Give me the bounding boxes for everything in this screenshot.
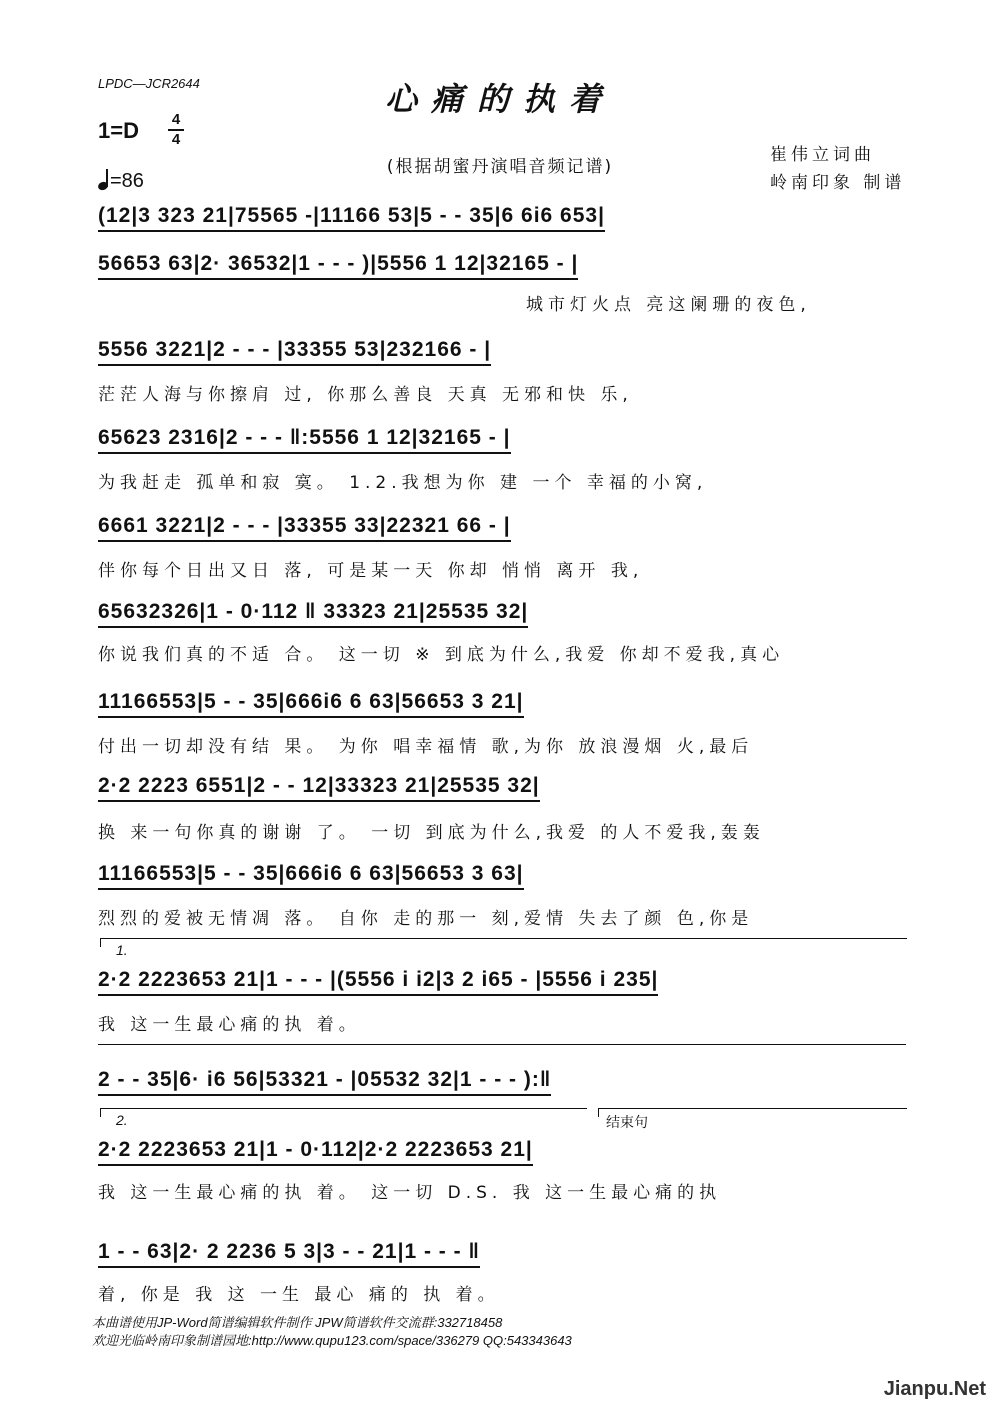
lyricist-composer-credit: 崔伟立词曲 <box>770 145 875 165</box>
score-system-5 <box>98 510 906 542</box>
volta-1-bracket <box>100 938 907 947</box>
notation-line: 65632326|1 - 0·112 ‖ 33323 21|25535 32| <box>98 600 528 628</box>
score-system-2 <box>98 248 906 280</box>
score-system-13 <box>98 1236 906 1268</box>
notation-line: 2·2 2223653 21|1 - - - |(5556 i i2|3 2 i65 - |5556 i 235| <box>98 968 658 996</box>
score-system-6 <box>98 596 906 628</box>
score-system-7 <box>98 686 906 718</box>
lyric-line-3: 茫茫人海与你擦肩 过, 你那么善良 天真 无邪和快 乐, <box>98 385 633 405</box>
notation-line: 65623 2316|2 - - - ‖:5556 1 12|32165 - | <box>98 426 511 454</box>
subtitle: (根据胡蜜丹演唱音频记谱) <box>386 157 614 177</box>
score-system-3 <box>98 334 906 366</box>
notation-line: (12|3 323 21|75565 -|11166 53|5 - - 35|6 6i6 653| <box>98 204 605 232</box>
watermark: Jianpu.Net <box>883 1378 986 1400</box>
notation-line: 1 - - 63|2· 2 2236 5 3|3 - - 21|1 - - - ‖ <box>98 1240 480 1268</box>
meter-top: 4 <box>171 111 181 128</box>
score-system-9 <box>98 858 906 890</box>
time-signature <box>168 112 184 148</box>
meter-bottom: 4 <box>171 131 181 148</box>
volta-2-bracket <box>100 1108 587 1117</box>
notation-line: 2·2 2223653 21|1 - 0·112|2·2 2223653 21| <box>98 1138 533 1166</box>
notation-line: 56653 63|2· 36532|1 - - - )|5556 1 12|32165 - | <box>98 252 578 280</box>
score-system-8 <box>98 770 906 802</box>
volta-1-label: 1. <box>116 942 128 958</box>
score-system-1 <box>98 200 906 232</box>
lyric-line-6: 你说我们真的不适 合。 这一切 ※ 到底为什么,我爱 你却不爱我,真心 <box>98 645 785 665</box>
ending-label: 结束句 <box>606 1114 648 1130</box>
staff-separator <box>98 1044 906 1045</box>
volta-2-label: 2. <box>116 1112 128 1128</box>
arranger-credit: 岭南印象 制谱 <box>770 173 906 193</box>
score-system-10 <box>98 964 906 996</box>
notation-line: 2·2 2223 6551|2 - - 12|33323 21|25535 32| <box>98 774 540 802</box>
score-system-11 <box>98 1064 906 1096</box>
tempo-value: =86 <box>110 170 144 192</box>
notation-line: 11166553|5 - - 35|666i6 6 63|56653 3 21| <box>98 690 524 718</box>
song-title: 心痛的执着 <box>384 80 615 118</box>
lyric-line-13: 着, 你是 我 这 一生 最心 痛的 执 着。 <box>98 1285 500 1305</box>
lyric-line-10: 我 这一生最心痛的执 着。 <box>98 1015 361 1035</box>
lyric-line-12: 我 这一生最心痛的执 着。 这一切 D.S. 我 这一生最心痛的执 <box>98 1183 722 1203</box>
notation-line: 2 - - 35|6· i6 56|53321 - |05532 32|1 - - - ):‖ <box>98 1068 551 1096</box>
lyric-line-9: 烈烈的爱被无情凋 落。 自你 走的那一 刻,爱情 失去了颜 色,你是 <box>98 909 754 929</box>
lyric-line-4: 为我赶走 孤单和寂 寞。 1.2.我想为你 建 一个 幸福的小窝, <box>98 473 708 493</box>
lyric-line-5: 伴你每个日出又日 落, 可是某一天 你却 悄悄 离开 我, <box>98 561 644 581</box>
key-signature: 1=D <box>98 118 139 143</box>
notation-line: 11166553|5 - - 35|666i6 6 63|56653 3 63| <box>98 862 524 890</box>
lyric-line-7: 付出一切却没有结 果。 为你 唱幸福情 歌,为你 放浪漫烟 火,最后 <box>98 737 754 757</box>
footer-website-note: 欢迎光临岭南印象制谱园地:http://www.qupu123.com/space/336279 QQ:543343643 <box>92 1333 572 1348</box>
lyric-line-8: 换 来一句你真的谢谢 了。 一切 到底为什么,我爱 的人不爱我,轰轰 <box>98 823 765 843</box>
notation-line: 6661 3221|2 - - - |33355 33|22321 66 - | <box>98 514 511 542</box>
score-system-4 <box>98 422 906 454</box>
notation-line: 5556 3221|2 - - - |33355 53|232166 - | <box>98 338 491 366</box>
lyric-line-2: 城市灯火点 亮这阑珊的夜色, <box>526 295 811 315</box>
score-system-12 <box>98 1134 906 1166</box>
score-code: LPDC—JCR2644 <box>98 76 200 91</box>
footer-software-note: 本曲谱使用JP-Word简谱编辑软件制作 JPW简谱软件交流群:332718458 <box>92 1315 503 1330</box>
